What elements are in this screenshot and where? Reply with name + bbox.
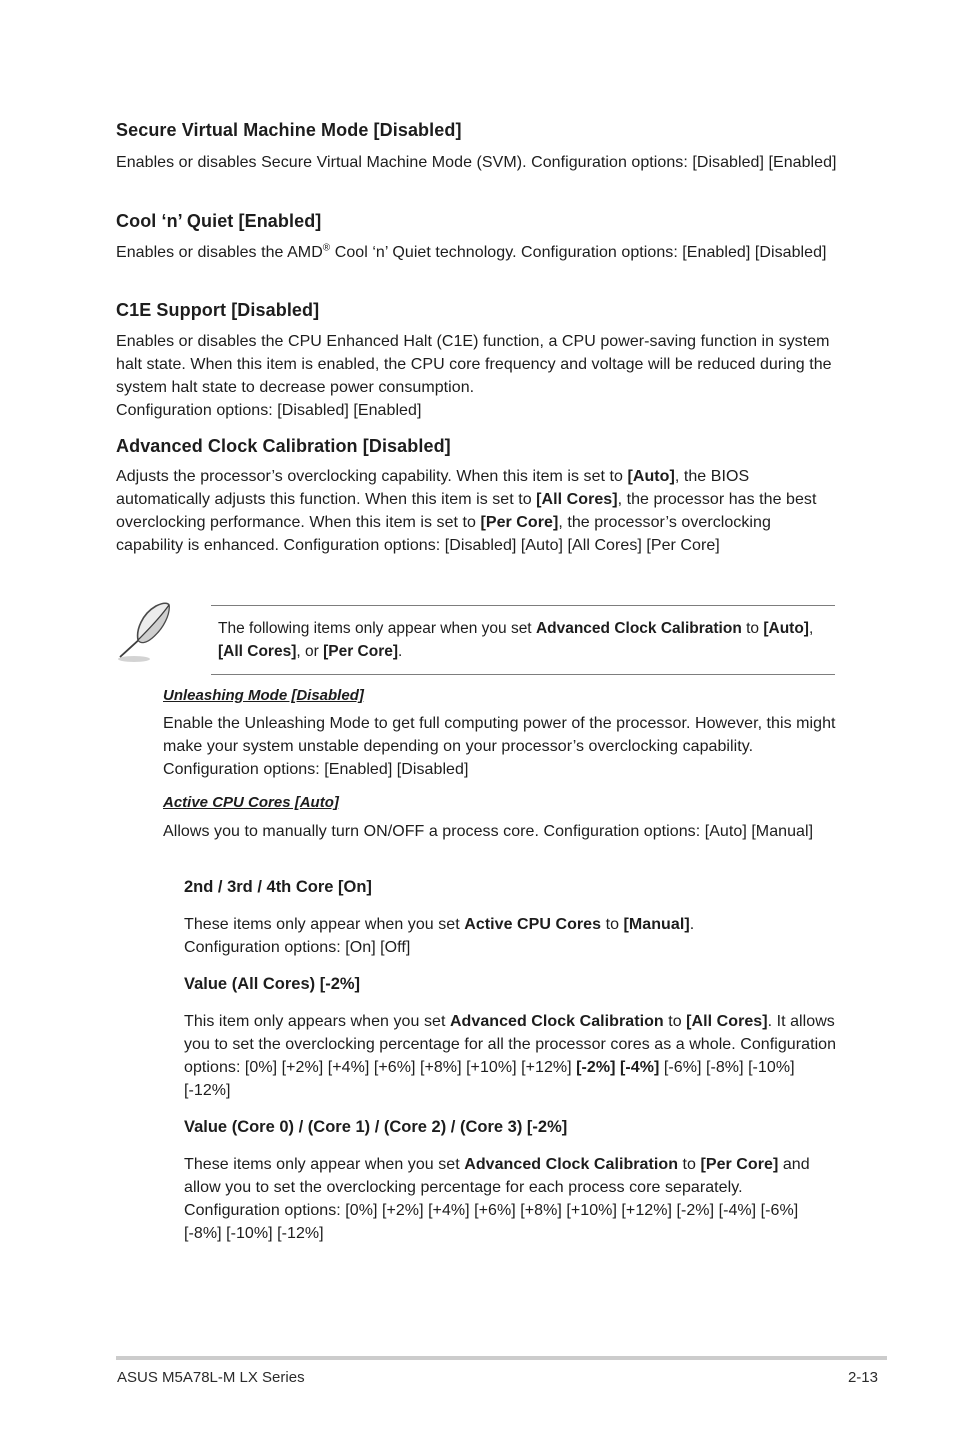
paragraph-cores-description: These items only appear when you set Active CPU Cores to [Manual]. Configuration options: [On] [Off] xyxy=(184,916,695,956)
quill-note-icon xyxy=(112,600,178,666)
paragraph-unleashing-description: Enable the Unleashing Mode to get full computing power of the processor. However, this might make your system unstable depending on your processor’s overclocking capability. Configuration options: [Enabled] [Disabled] xyxy=(163,715,836,778)
heading-c1e-support: C1E Support [Disabled] xyxy=(116,300,320,320)
paragraph-value-all-cores-description: This item only appears when you set Advanced Clock Calibration to [All Cores]. It allows you to set the overclocking percentage for all the processor cores as a whole. Configuration options: [0%] [+2%] [+4%] [+6%] [+8%] [+10%] [+12%] [-2%] [-4%] [-6%] [-8%] [-10%] [-12%] xyxy=(184,1013,837,1099)
paragraph-value-per-core-description: These items only appear when you set Advanced Clock Calibration to [Per Core] and allow you to set the overclocking percentage for each process core separately. Configuration options: [0%] [+2%] [+4%] [+6%] [+8%] [+10%] [+12%] [-2%] [-4%] [-6%] [-8%] [-10%] [-12%] xyxy=(184,1156,810,1242)
footer-product-name: ASUS M5A78L-M LX Series xyxy=(117,1369,305,1386)
paragraph-cool-n-quiet-description: Enables or disables the AMD® Cool ‘n’ Quiet technology. Configuration options: [Enabled] [Disabled] xyxy=(116,242,827,261)
note-box: The following items only appear when you set Advanced Clock Calibration to [Auto], [All Cores], or [Per Core]. xyxy=(211,605,835,675)
subheading-unleashing-mode: Unleashing Mode [Disabled] xyxy=(163,687,364,704)
heading-advanced-clock-calibration: Advanced Clock Calibration [Disabled] xyxy=(116,436,451,456)
subheading-value-all-cores: Value (All Cores) [-2%] xyxy=(184,975,361,993)
paragraph-acc-description: Adjusts the processor’s overclocking capability. When this item is set to [Auto], the BIOS automatically adjusts this function. When this item is set to [All Cores], the processor has the best overclocking performance. When this item is set to [Per Core], the processor’s overclocking capability is enhanced. Configuration options: [Disabled] [Auto] [All Cores] [Per Core] xyxy=(116,468,817,554)
footer-page-number: 2-13 xyxy=(847,1369,878,1386)
paragraph-svm-description: Enables or disables Secure Virtual Machine Mode (SVM). Configuration options: [Disabled] [Enabled] xyxy=(116,154,837,171)
subheading-value-per-core: Value (Core 0) / (Core 1) / (Core 2) / (Core 3) [-2%] xyxy=(184,1118,568,1136)
footer-divider xyxy=(116,1356,887,1360)
heading-secure-virtual-machine-mode: Secure Virtual Machine Mode [Disabled] xyxy=(116,120,462,140)
heading-cool-n-quiet: Cool ‘n’ Quiet [Enabled] xyxy=(116,211,322,231)
subheading-2nd-3rd-4th-core: 2nd / 3rd / 4th Core [On] xyxy=(184,878,372,896)
paragraph-active-cores-description: Allows you to manually turn ON/OFF a process core. Configuration options: [Auto] [Manual] xyxy=(163,823,814,840)
paragraph-c1e-description: Enables or disables the CPU Enhanced Halt (C1E) function, a CPU power-saving function in system halt state. When this item is enabled, the CPU core frequency and voltage will be reduced during the system halt state to decrease power consumption. Configuration options: [Disabled] [Enabled] xyxy=(116,333,832,419)
subheading-active-cpu-cores: Active CPU Cores [Auto] xyxy=(163,794,339,811)
